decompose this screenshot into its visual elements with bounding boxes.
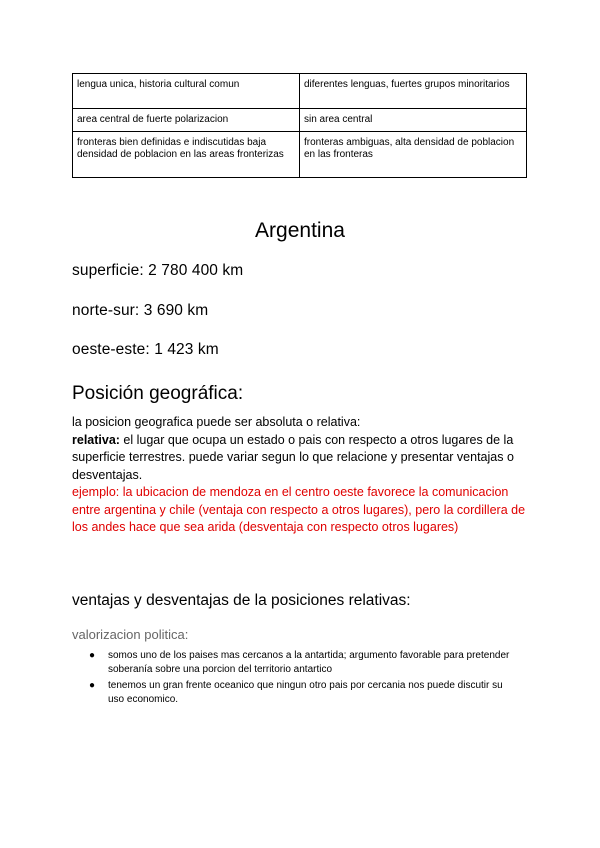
table-cell: lengua unica, historia cultural comun bbox=[73, 74, 300, 109]
stat-superficie: superficie: 2 780 400 km bbox=[72, 262, 244, 279]
list-item-text: somos uno de los paises mas cercanos a la antartida; argumento favorable para pretender soberanía sobre una porcion del territorio antartico bbox=[108, 650, 510, 675]
list-item-text: tenemos un gran frente oceanico que ningun otro pais por cercania nos puede discutir su uso economico. bbox=[108, 680, 503, 705]
table-row bbox=[73, 74, 527, 109]
bullet-icon: ● bbox=[89, 650, 96, 661]
section-heading-posicion: Posición geográfica: bbox=[72, 383, 244, 404]
table-cell: fronteras ambiguas, alta densidad de poblacion en las fronteras bbox=[300, 132, 527, 178]
table-row bbox=[73, 132, 527, 178]
bullet-list bbox=[72, 649, 512, 709]
table-cell: fronteras bien definidas e indiscutidas baja densidad de poblacion en las areas fronterizas bbox=[73, 132, 300, 178]
relativa-text: el lugar que ocupa un estado o pais con respecto a otros lugares de la superficie terrestres. puede variar segun lo que relacione y presentar ventajas o desventajas. bbox=[72, 432, 514, 482]
list-item bbox=[72, 679, 512, 707]
posicion-intro: la posicion geografica puede ser absoluta o relativa: bbox=[72, 415, 361, 429]
stat-oeste-este: oeste-este: 1 423 km bbox=[72, 341, 219, 358]
posicion-body bbox=[72, 414, 532, 537]
relativa-label: relativa: bbox=[72, 432, 120, 447]
list-item bbox=[72, 649, 512, 677]
subheading-valorizacion: valorizacion politica: bbox=[72, 627, 189, 642]
table-cell: diferentes lenguas, fuertes grupos minoritarios bbox=[300, 74, 527, 109]
stat-norte-sur: norte-sur: 3 690 km bbox=[72, 302, 209, 319]
table-cell: area central de fuerte polarizacion bbox=[73, 109, 300, 132]
bullet-icon: ● bbox=[89, 680, 96, 691]
section-heading-ventajas: ventajas y desventajas de la posiciones relativas: bbox=[72, 592, 411, 609]
ejemplo-paragraph: ejemplo: la ubicacion de mendoza en el centro oeste favorece la comunicacion entre argentina y chile (ventaja con respecto a otros lugares), pero la cordillera de los andes hace que sea arida (desventaja con respecto otros lugares) bbox=[72, 485, 526, 534]
comparison-table bbox=[72, 73, 527, 178]
relativa-paragraph bbox=[72, 432, 532, 485]
page-title: Argentina bbox=[255, 219, 345, 242]
table-row bbox=[73, 109, 527, 132]
table-cell: sin area central bbox=[300, 109, 527, 132]
